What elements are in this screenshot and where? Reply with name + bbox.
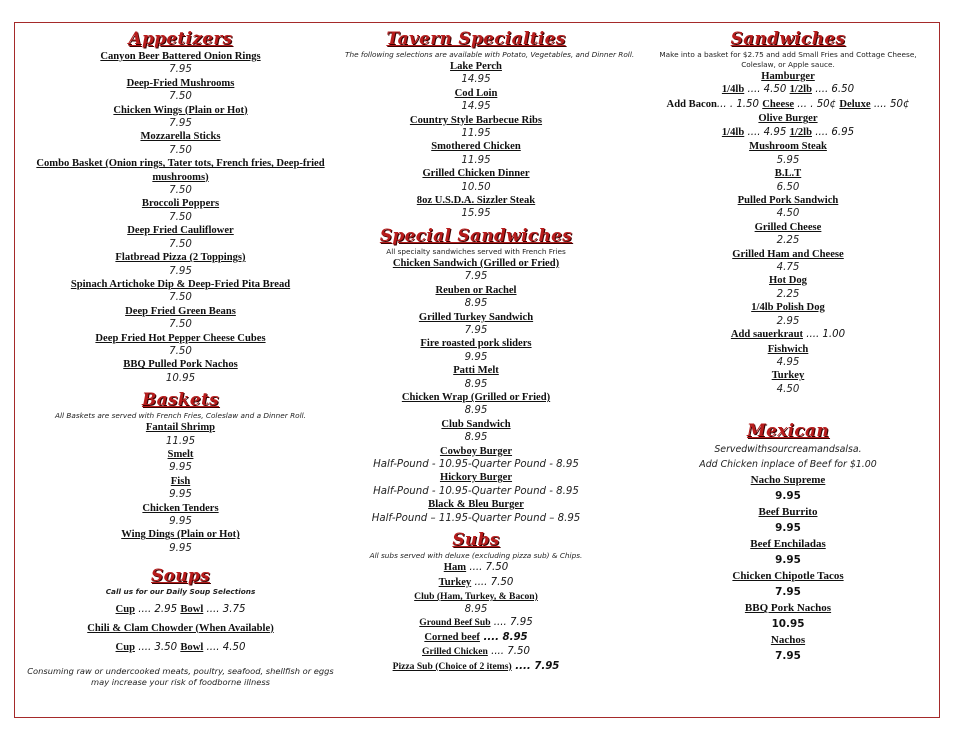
tavern-item-name: Cod Loin	[454, 87, 498, 99]
sandwiches-note: Make into a basket for $2.75 and add Small Fries and Cottage Cheese, Coleslaw, or Apple sauce.	[659, 50, 917, 69]
sandwich-item-name: Pulled Pork Sandwich	[737, 194, 839, 206]
special-sandwich-item-name: Cowboy Burger	[439, 445, 513, 457]
basket-item-name: Smelt	[167, 448, 194, 460]
sandwich-item-price: 2.95	[776, 315, 800, 327]
basket-item-price: 9.95	[169, 489, 192, 501]
appetizer-item-price: 7.50	[169, 319, 192, 331]
sub-ground-beef	[345, 616, 607, 631]
addon-cheese-price: ... . 50¢	[794, 98, 840, 110]
baskets-list	[18, 421, 343, 555]
appetizer-item-name: Spinach Artichoke Dip & Deep-Fried Pita Bread	[70, 278, 291, 290]
burger-addons	[640, 98, 936, 113]
hamburger-half-price: .... 6.50	[811, 84, 855, 96]
mexican-list	[640, 472, 936, 664]
soup-line-1	[18, 603, 343, 618]
mexican-item-price: 9.95	[775, 522, 801, 535]
tavern-list	[345, 60, 607, 221]
sandwich-item-name: Grilled Cheese	[754, 221, 822, 233]
special-sandwich-item-price: 8.95	[464, 405, 488, 417]
appetizer-item-name: Deep Fried Cauliflower	[127, 225, 234, 237]
appetizers-heading: Appetizers	[128, 29, 233, 49]
soups-note: Call us for our Daily Soup Selections	[105, 587, 256, 597]
special-sandwich-item-name: Hickory Burger	[439, 472, 513, 484]
appetizer-item-price: 10.95	[165, 372, 196, 384]
subs-note: All subs served with deluxe (excluding pizza sub) & Chips.	[369, 551, 583, 560]
sub-grilled-chicken	[345, 645, 607, 660]
olive-half-price: .... 6.95	[811, 126, 855, 138]
tavern-item-price: 11.95	[461, 128, 491, 140]
tavern-item-price: 10.50	[461, 181, 491, 193]
soup-bowl-price: .... 3.75	[203, 604, 246, 616]
mexican-item-price: 9.95	[775, 490, 801, 503]
soup-bowl-label: Bowl	[180, 604, 204, 616]
sandwich-item-name: Grilled Ham and Cheese	[732, 248, 844, 260]
addon-bacon: Add Bacon	[666, 98, 717, 110]
sub-club-price: 8.95	[464, 604, 488, 615]
mexican-note-2: Add Chicken inplace of Beef for $1.00	[699, 459, 877, 471]
olive-half: 1/2lb	[789, 126, 812, 138]
subs-heading: Subs	[452, 530, 500, 550]
special-list	[345, 257, 607, 525]
special-sandwich-item-name: Club Sandwich	[441, 418, 511, 430]
special-sandwich-item-price: Half-Pound - 10.95-Quarter Pound - 8.95	[373, 485, 579, 497]
appetizer-item-name: Combo Basket (Onion rings, Tater tots, French fries, Deep-fried mushrooms)	[36, 158, 325, 183]
sub-ham	[345, 561, 607, 576]
tavern-item-price: 14.95	[461, 101, 491, 113]
appetizer-item-name: Deep Fried Hot Pepper Cheese Cubes	[95, 332, 266, 344]
sandwich-item-price: 2.25	[776, 235, 800, 247]
tavern-heading: Tavern Specialties	[386, 29, 566, 49]
mexican-heading: Mexican	[746, 421, 830, 442]
appetizer-item-price: 7.50	[169, 91, 192, 103]
mexican-note-1: Servedwithsourcreamandsalsa.	[714, 444, 862, 456]
appetizer-item-price: 7.95	[169, 64, 192, 76]
basket-item-name: Fantail Shrimp	[145, 422, 216, 434]
appetizer-item-name: BBQ Pulled Pork Nachos	[123, 359, 238, 371]
special-sandwich-item-price: Half-Pound - 10.95-Quarter Pound - 8.95	[373, 458, 579, 470]
appetizer-item-price: 7.50	[169, 292, 192, 304]
tavern-item-name: Grilled Chicken Dinner	[422, 168, 530, 180]
sandwich-item-name: B.L.T	[774, 168, 802, 180]
addon-cheese: Cheese	[762, 98, 795, 110]
food-warning-1: Consuming raw or undercooked meats, poultry, seafood, shellfish or eggs	[27, 665, 334, 676]
special-sandwich-item-name: Black & Bleu Burger	[428, 499, 524, 511]
addon-bacon-price: ... . 1.50	[716, 98, 763, 110]
sub-ground-beef-name: Ground Beef Sub	[419, 617, 491, 629]
sub-corned-beef	[345, 631, 607, 646]
appetizer-item-price: 7.50	[169, 144, 192, 156]
special-sandwich-item-price: 7.95	[464, 271, 488, 283]
tavern-item-name: Smothered Chicken	[431, 141, 521, 153]
column-left	[18, 28, 343, 689]
hamburger-name: Hamburger	[761, 71, 815, 82]
olive-quarter-price: .... 4.95	[744, 126, 790, 138]
sub-turkey	[345, 576, 607, 591]
appetizer-item-name: Mozzarella Sticks	[140, 131, 221, 143]
tavern-item-name: 8oz U.S.D.A. Sizzler Steak	[416, 195, 536, 207]
special-sandwich-item-price: 9.95	[464, 351, 488, 363]
tavern-item-price: 14.95	[461, 74, 491, 86]
hamburger-sizes	[640, 83, 936, 98]
special-sandwich-item-price: Half-Pound – 11.95-Quarter Pound – 8.95	[371, 512, 581, 524]
mexican-item-name: Beef Enchiladas	[750, 538, 826, 551]
basket-item-price: 11.95	[165, 435, 196, 447]
sandwich-item-price: 4.75	[776, 261, 800, 273]
sandwich-item-price: 4.50	[776, 383, 800, 395]
hamburger-quarter-price: .... 4.50	[744, 84, 790, 96]
sandwich-item-name: Turkey	[771, 370, 805, 382]
chili-chowder: Chili & Clam Chowder (When Available)	[87, 622, 274, 634]
appetizer-item-price: 7.50	[169, 185, 192, 197]
basket-item-name: Fish	[170, 475, 191, 487]
appetizer-item-name: Canyon Beer Battered Onion Rings	[100, 51, 261, 62]
appetizer-item-name: Chicken Wings (Plain or Hot)	[113, 104, 248, 116]
chowder-bowl-label: Bowl	[180, 642, 204, 654]
mexican-item-name: Chicken Chipotle Tacos	[732, 570, 844, 583]
appetizer-item-price: 7.50	[169, 238, 192, 250]
sandwich-item-name: Fishwich	[767, 343, 809, 355]
column-right	[640, 28, 936, 664]
sandwich-item-name: Mushroom Steak	[749, 141, 827, 153]
basket-item-price: 9.95	[169, 462, 192, 474]
soup-cup-price: .... 2.95	[134, 604, 181, 616]
appetizer-item-price: 7.50	[169, 345, 192, 357]
sub-ham-name: Ham	[443, 562, 467, 573]
olive-burger-sizes	[640, 126, 936, 141]
sub-turkey-name: Turkey	[438, 576, 472, 588]
sub-pizza-name: Pizza Sub (Choice of 2 items)	[392, 660, 512, 672]
appetizer-item-price: 7.50	[169, 211, 192, 223]
sub-ground-beef-price: .... 7.95	[490, 617, 533, 629]
sandwich-list	[640, 140, 936, 328]
special-sandwich-item-name: Patti Melt	[453, 365, 499, 377]
sub-pizza	[345, 660, 607, 675]
basket-item-price: 9.95	[169, 542, 192, 554]
special-sandwich-item-price: 8.95	[464, 378, 488, 390]
tavern-item-price: 11.95	[461, 154, 491, 166]
baskets-note: All Baskets are served with French Fries, Coleslaw and a Dinner Roll.	[54, 411, 306, 421]
addon-deluxe-price: .... 50¢	[870, 98, 910, 110]
special-sandwich-item-price: 8.95	[464, 298, 488, 310]
mexican-item-name: BBQ Pork Nachos	[744, 602, 832, 615]
olive-burger-name: Olive Burger	[758, 113, 818, 125]
appetizer-item-name: Broccoli Poppers	[141, 198, 220, 210]
appetizer-item-name: Flatbread Pizza (2 Toppings)	[115, 252, 246, 264]
mexican-item-name: Nacho Supreme	[750, 474, 826, 487]
hamburger-quarter: 1/4lb	[721, 84, 745, 96]
column-middle	[345, 28, 635, 674]
sub-turkey-price: .... 7.50	[471, 576, 514, 588]
sandwich-item-price: 4.50	[776, 208, 800, 220]
sandwich-item-price: 4.95	[776, 356, 800, 368]
hamburger-half: 1/2lb	[789, 84, 812, 96]
sub-ham-price: .... 7.50	[466, 562, 509, 573]
tavern-item-name: Lake Perch	[450, 61, 502, 72]
basket-item-name: Chicken Tenders	[142, 502, 219, 514]
sandwich-item-name: 1/4lb Polish Dog	[751, 302, 825, 314]
mexican-item-name: Beef Burrito	[758, 506, 818, 519]
appetizer-item-price: 7.95	[169, 118, 192, 130]
soups-heading: Soups	[151, 566, 210, 587]
special-sandwich-item-price: 7.95	[464, 324, 488, 336]
soup-line-2	[18, 641, 343, 656]
appetizer-item-name: Deep-Fried Mushrooms	[126, 77, 235, 89]
chowder-cup-price: .... 3.50	[134, 642, 181, 654]
sub-grilled-chicken-name: Grilled Chicken	[422, 646, 488, 658]
mexican-item-price: 10.95	[771, 618, 805, 631]
mexican-item-price: 7.95	[775, 650, 801, 663]
tavern-item-price: 15.95	[461, 208, 491, 220]
sub-corned-beef-name: Corned beef	[424, 631, 480, 643]
sandwich-list-2	[640, 343, 936, 397]
special-sandwich-item-name: Chicken Wrap (Grilled or Fried)	[401, 391, 551, 403]
special-sandwich-item-price: 8.95	[464, 432, 488, 444]
sauerkraut-price: .... 1.00	[802, 329, 846, 340]
sandwich-item-name: Hot Dog	[769, 275, 807, 287]
tavern-item-name: Country Style Barbecue Ribs	[409, 114, 543, 126]
tavern-note: The following selections are available with Potato, Vegetables, and Dinner Roll.	[345, 50, 635, 59]
special-sandwich-item-name: Reuben or Rachel	[435, 284, 517, 296]
special-sandwich-item-name: Chicken Sandwich (Grilled or Fried)	[392, 257, 560, 269]
appetizers-list	[18, 50, 343, 385]
appetizer-item-price: 7.95	[169, 265, 192, 277]
soup-cup-label: Cup	[115, 604, 135, 616]
sub-club-name: Club (Ham, Turkey, & Bacon)	[414, 591, 538, 602]
olive-quarter: 1/4lb	[721, 126, 745, 138]
sauerkraut-name: Add sauerkraut	[730, 329, 803, 340]
sub-corned-beef-price: .... 8.95	[479, 631, 528, 643]
appetizer-item-name: Deep Fried Green Beans	[125, 305, 236, 317]
sandwich-item-price: 5.95	[776, 154, 800, 166]
baskets-heading: Baskets	[141, 390, 220, 411]
basket-item-price: 9.95	[169, 516, 192, 527]
mexican-item-name: Nachos	[770, 634, 806, 647]
sandwich-item-price: 2.25	[776, 288, 800, 300]
mexican-item-price: 9.95	[775, 554, 801, 567]
sauerkraut-addon	[640, 328, 936, 343]
sandwiches-heading: Sandwiches	[730, 29, 846, 49]
sub-grilled-chicken-price: .... 7.50	[487, 646, 530, 658]
food-warning-2: may increase your risk of foodborne illness	[91, 677, 270, 688]
mexican-item-price: 7.95	[775, 586, 801, 599]
special-heading: Special Sandwiches	[379, 225, 573, 246]
sandwich-item-price: 6.50	[776, 181, 800, 193]
special-note: All specialty sandwiches served with French Fries	[386, 246, 566, 256]
special-sandwich-item-name: Grilled Turkey Sandwich	[418, 311, 534, 323]
sub-pizza-price: .... 7.95	[511, 660, 560, 672]
basket-item-name: Wing Dings (Plain or Hot)	[121, 529, 240, 541]
chowder-bowl-price: .... 4.50	[203, 642, 246, 654]
special-sandwich-item-name: Fire roasted pork sliders	[420, 338, 532, 350]
chowder-cup-label: Cup	[115, 642, 135, 654]
addon-deluxe: Deluxe	[839, 98, 871, 110]
